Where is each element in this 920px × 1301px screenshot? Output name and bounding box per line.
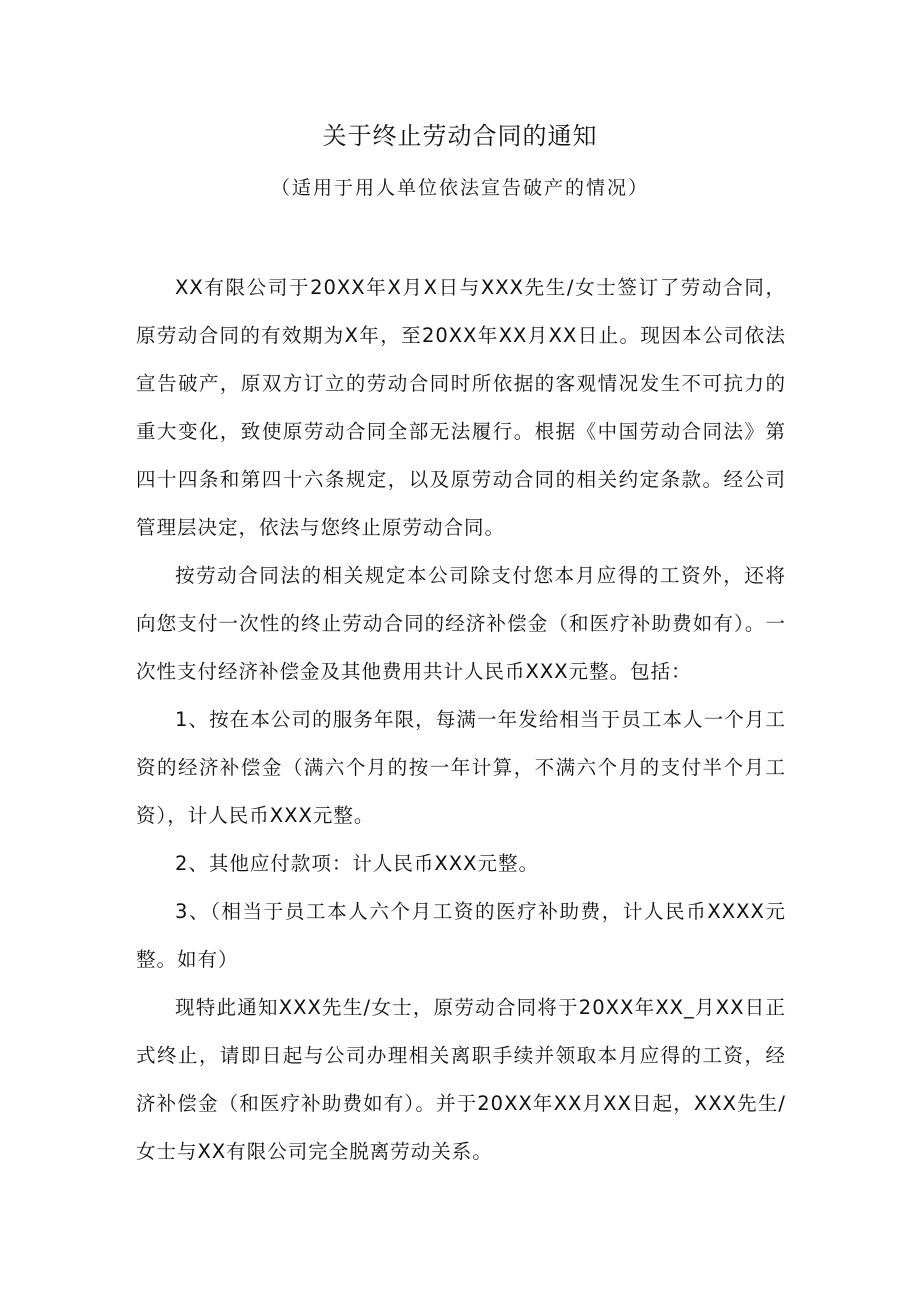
paragraph-item-medical-subsidy: 3、（相当于员工本人六个月工资的医疗补助费，计人民币XXXX元整。如有） [136,900,786,971]
document-title: 关于终止劳动合同的通知 [322,122,598,150]
paragraph-notice-of-termination: 现特此通知XXX先生/女士，原劳动合同将于20XX年XX_月XX日正式终止，请即日起与公司办理相关离职手续并领取本月应得的工资，经济补偿金（和医疗补助费如有）。并于20XX年XX月XX日起，XXX先生/女士与XX有限公司完全脱离劳动关系。 [136,996,786,1163]
paragraph-item-service-compensation: 1、按在本公司的服务年限，每满一年发给相当于员工本人一个月工资的经济补偿金（满六个月的按一年计算，不满六个月的支付半个月工资），计人民币XXX元整。 [136,708,786,827]
paragraph-contract-termination-reason: XX有限公司于20XX年X月X日与XXX先生/女士签订了劳动合同，原劳动合同的有效期为X年，至20XX年XX月XX日止。现因本公司依法宣告破产，原双方订立的劳动合同时所依据的客观情况发生不可抗力的重大变化，致使原劳动合同全部无法履行。根据《中国劳动合同法》第四十四条和第四十六条规定，以及原劳动合同的相关约定条款。经公司管理层决定，依法与您终止原劳动合同。 [136,276,786,539]
paragraph-item-other-payments: 2、其他应付款项：计人民币XXX元整。 [175,852,539,875]
document-body [136,264,786,1176]
document-subtitle: （适用于用人单位依法宣告破产的情况） [270,177,649,199]
paragraph-compensation-summary: 按劳动合同法的相关规定本公司除支付您本月应得的工资外，还将向您支付一次性的终止劳动合同的经济补偿金（和医疗补助费如有）。一次性支付经济补偿金及其他费用共计人民币XXX元整。包括： [136,564,786,683]
